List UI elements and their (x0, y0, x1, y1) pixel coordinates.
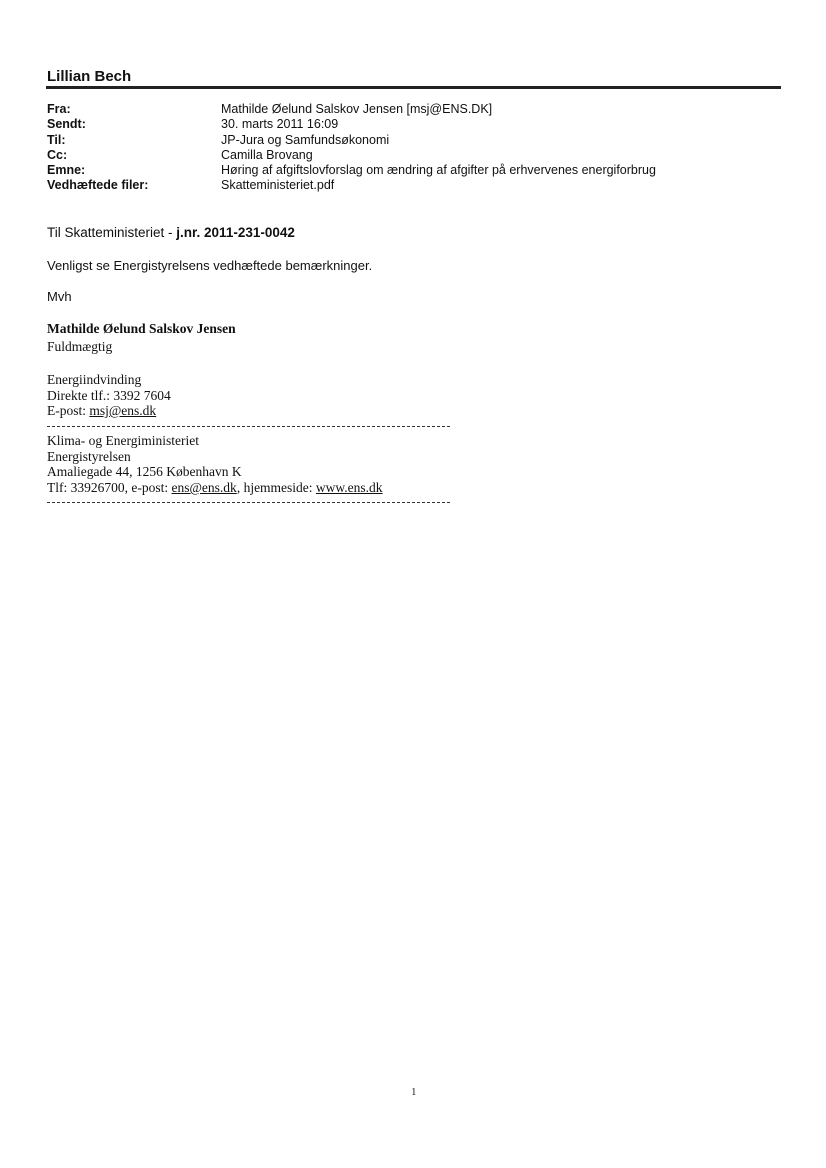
to-value: JP-Jura og Samfundsøkonomi (221, 132, 390, 147)
reference-line (47, 225, 295, 240)
subject-label: Emne: (47, 163, 86, 178)
agency-name: Energistyrelsen (47, 449, 131, 464)
email-link[interactable]: msj@ens.dk (89, 403, 157, 418)
signature-divider-bottom (47, 502, 450, 503)
contact-email-link[interactable]: ens@ens.dk (171, 480, 237, 495)
contact-prefix: Tlf: 33926700, e-post: (47, 480, 172, 495)
header-row-to (47, 133, 787, 148)
signature-title: Fuldmægtig (47, 339, 113, 354)
sent-value: 30. marts 2011 16:09 (221, 117, 339, 132)
agency-address: Amaliegade 44, 1256 København K (47, 464, 242, 479)
reference-prefix: Til Skatteministeriet - (47, 225, 177, 240)
reference-number: j.nr. 2011-231-0042 (176, 225, 295, 240)
header-row-attachments (47, 178, 787, 193)
from-label: Fra: (47, 102, 71, 116)
cc-label: Cc: (47, 147, 68, 162)
signature-name: Mathilde Øelund Salskov Jensen (47, 321, 236, 336)
from-value: Mathilde Øelund Salskov Jensen [msj@ENS.DK] (221, 102, 493, 116)
closing-text: Mvh (47, 289, 72, 304)
agency-contact-line (47, 480, 383, 496)
subject-value: Høring af afgiftslovforslag om ændring af afgifter på erhvervenes energiforbrug (221, 163, 656, 178)
signature-department: Energiindvinding (47, 372, 142, 387)
header-row-from (47, 102, 787, 117)
header-row-cc (47, 148, 787, 163)
sent-label: Sendt: (47, 117, 86, 132)
contact-middle: , hjemmeside: (236, 480, 316, 495)
signature-phone: Direkte tlf.: 3392 7604 (47, 388, 171, 403)
to-label: Til: (47, 132, 66, 147)
mailbox-owner-name: Lillian Bech (47, 68, 132, 85)
attachment-file[interactable]: Skatteministeriet.pdf (221, 178, 335, 193)
signature-email-line (47, 403, 156, 419)
message-text: Venligst se Energistyrelsens vedhæftede bemærkninger. (47, 258, 373, 273)
header-row-sent (47, 117, 787, 132)
ministry-name: Klima- og Energiministeriet (47, 433, 199, 448)
signature-divider-top (47, 426, 450, 427)
header-row-subject (47, 163, 787, 178)
website-link[interactable]: www.ens.dk (315, 480, 383, 495)
cc-value: Camilla Brovang (221, 147, 313, 162)
header-rule (46, 86, 781, 89)
email-prefix: E-post: (47, 403, 90, 418)
email-header-block (47, 102, 787, 194)
page-number: 1 (411, 1086, 417, 1098)
attachments-label: Vedhæftede filer: (47, 178, 149, 193)
